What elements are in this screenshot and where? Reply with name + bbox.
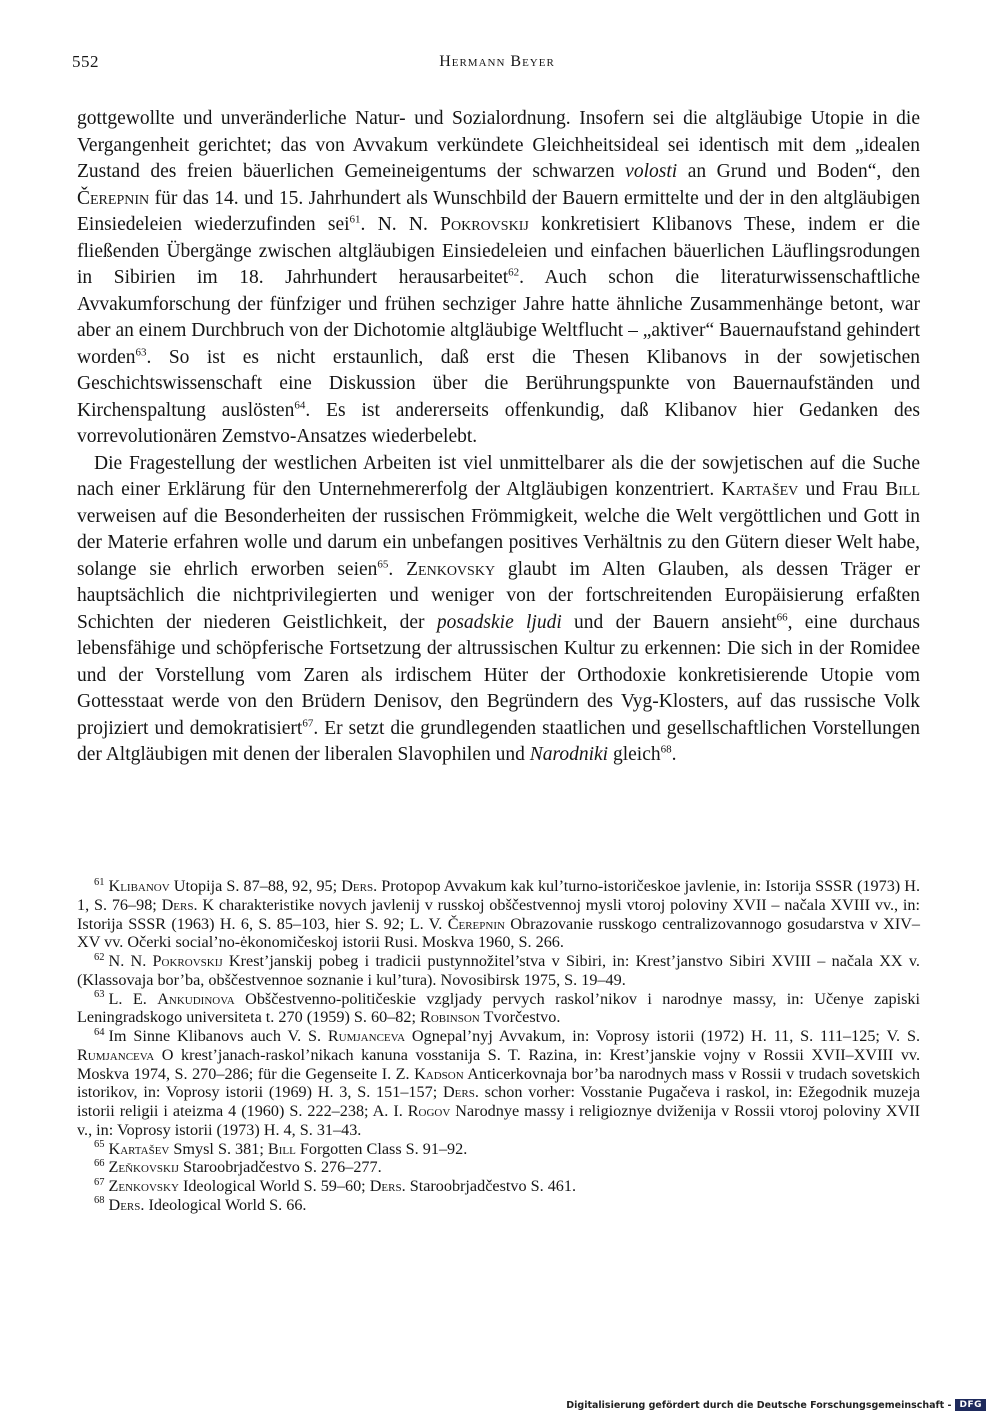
- footnote-text: Forgotten Class S. 91–92.: [295, 1139, 468, 1158]
- author-name: Kadson: [414, 1064, 464, 1083]
- text-run: gottgewollte und unveränderliche Natur- und Sozialordnung. Insofern sei die altgläubige Utopie in die Vergangenheit gerichtet; das von Avvakum verkündete Gleichheitsideal sei identisch mit dem „idealen Zustand des freien bäuerlichen Gemeineigentums der schwarzen: [77, 108, 920, 182]
- text-run: verweisen auf die Besonderheiten der russischen Frömmigkeit, welche die Welt vergöttlichen und Gott in der Materie erfahren wolle und darum ein unbefangen positives Verhältnis zu den Gütern dieser Welt habe, solange sie ehrlich erworben seien: [77, 505, 920, 580]
- footnote-number: 61: [94, 876, 105, 888]
- italic-term: Narodniki: [529, 744, 609, 765]
- text-run: für das 14. und 15. Jahrhundert als Wunschbild der Bauern ermittelte und der in den altgläubigen Einsiedeleien wiederzufinden sei: [77, 187, 920, 235]
- footnote: [77, 1027, 920, 1140]
- footnote-text: N. N.: [108, 952, 153, 970]
- text-run: und Frau: [798, 479, 886, 500]
- author-name: Kartašev: [721, 479, 799, 500]
- page-footer: [566, 1396, 986, 1414]
- author-name: Bill: [267, 1139, 296, 1158]
- footnote-text: Obrazovanie russkogo centralizovannogo gosudarstva v XIV–XV vv. Očerki social’no-ėkonomičeskoj istorii Rusi. Moskva 1960, S. 266.: [77, 914, 920, 952]
- author-name: Ders.: [341, 877, 378, 895]
- footnote-text: L. E.: [108, 989, 158, 1008]
- author-name: Ankudinova: [157, 989, 235, 1008]
- footnote: [77, 1196, 920, 1215]
- author-name: Čerepnin: [447, 914, 505, 933]
- footnote-text: Ideological World S. 66.: [144, 1195, 307, 1214]
- text-run: , eine durchaus lebensfähige und schöpferische Fortsetzung der altrussischen Kultur zu erkennen: Die sich in der Romidee und der Vorstellung vom Zaren als irdischem Hüter der Orthodoxie konkretisierende Utopie vom Gottesstaat werde von den Brüdern Denisov, den Begründern des Vyg-Klosters, auf das russische Volk projiziert und demokratisiert: [77, 611, 920, 739]
- footnote-text: Narodnye massy i religioznye dviženija v Rossii vtoroj poloviny XVII v., in: Voprosy istorii (1973) H. 4, S. 31–43.: [77, 1102, 920, 1139]
- running-head: Hermann Beyer: [439, 53, 555, 70]
- author-name: Zeňkovskij: [108, 1158, 179, 1177]
- author-name: Bill: [885, 479, 920, 500]
- body-text: [77, 106, 920, 769]
- footnote-reference: 61: [349, 213, 361, 226]
- author-name: Pokrovskij: [440, 214, 529, 235]
- footnote: [77, 877, 920, 952]
- footnote-reference: 67: [302, 717, 314, 729]
- text-run: . N. N.: [360, 214, 441, 235]
- text-run: Die Fragestellung der westlichen Arbeiten ist viel unmittelbarer als die der sowjetischen auf die Suche nach einer Erklärung für den Unternehmererfolg der Altgläubigen konzentriert.: [77, 452, 920, 500]
- page-number: 552: [72, 52, 99, 71]
- footnote-reference: 66: [776, 611, 788, 623]
- author-name: Čerepnin: [77, 187, 150, 209]
- footnote-reference: 68: [660, 743, 672, 756]
- text-run: .: [388, 558, 407, 580]
- author-name: Kartašev: [108, 1139, 170, 1158]
- author-name: Ders.: [369, 1177, 406, 1195]
- footnote-text: K charakteristike novych javlenij v russkoj obščestvennoj mysli vtoroj poloviny XVII – načala XVIII vv., in: Istorija SSSR (1963) H. 6, S. 85–103, hier S. 92; L. V.: [77, 895, 920, 933]
- footnote-number: 68: [94, 1195, 105, 1207]
- author-name: Klibanov: [108, 877, 170, 895]
- text-run: . Es ist andererseits offenkundig, daß Klibanov hier Gedanken des vorrevolutionären Zemstvo-Ansatzes wiederbelebt.: [77, 399, 920, 447]
- footnote-number: 62: [94, 951, 105, 963]
- author-name: Ders.: [108, 1195, 145, 1214]
- footnotes: [77, 877, 920, 1215]
- text-run: glaubt im Alten Glauben, als dessen Träger er hauptsächlich die nichtprivilegierten und weniger von der fortschreitenden Europäisierung erfaßten Schichten der niederen Geistlichkeit, der: [77, 558, 920, 633]
- italic-term: volosti: [625, 161, 678, 182]
- footnote-number: 67: [94, 1176, 105, 1188]
- footnote-text: Smysl S. 381;: [169, 1139, 268, 1158]
- footnote-text: Krest’janskij pobeg i tradicii pustynnožitel’stva v Sibiri, in: Krest’janstvo Sibiri XVIII – načala XX v. (Klassovaja bor’ba, obščestvennoe soznanie i kul’tura). Novosibirsk 1975, S. 19–49.: [77, 952, 920, 989]
- footnote-text: Ideological World S. 59–60;: [178, 1177, 370, 1195]
- footnote-text: Obščestvenno-političeskie vzgljady pervych raskol’nikov i narodnye massy, in: Učenye zapiski Leningradskogo universiteta t. 270 (1959) S. 60–82;: [77, 989, 920, 1027]
- text-run: konkretisiert Klibanovs These, indem er die fließenden Übergänge zwischen altgläubigen Einsiedeleien und einfachen bäuerlichen Läuflingsrodungen in Sibirien im 18. Jahrhundert herausarbeitet: [77, 214, 920, 288]
- paragraph: [77, 451, 920, 769]
- author-name: Rumjanceva: [327, 1027, 406, 1045]
- footnote-text: schon vorher: Vosstanie Pugačeva i raskol, in: Ežegodnik muzeja istorii religii i ateizma 4 (1960) S. 222–238; A. I.: [77, 1083, 920, 1120]
- author-name: Rumjanceva: [77, 1045, 155, 1064]
- footnote: [77, 1158, 920, 1177]
- footnote-text: Tvorčestvo.: [479, 1008, 561, 1027]
- text-run: . Auch schon die literaturwissenschaftliche Avvakumforschung der fünfziger und frühen sechziger Jahre hatte ähnliche Zusammenhänge betont, war aber an einem Durchbruch von der Dichotomie altgläubige Weltflucht – „aktiver“ Bauernaufstand gehindert worden: [77, 267, 920, 368]
- author-name: Robinson: [420, 1008, 480, 1027]
- text-run: . So ist es nicht erstaunlich, daß erst die Thesen Klibanovs in der sowjetischen Geschichtswissenschaft eine Diskussion über die Berührungspunkte von Bauernaufständen und Kirchenspaltung auslösten: [77, 346, 920, 421]
- footnote-reference: 64: [294, 399, 306, 411]
- footnote: [77, 952, 920, 990]
- dfg-logo: DFG: [955, 1399, 986, 1411]
- footnote-number: 63: [94, 989, 105, 1001]
- author-name: Ders.: [442, 1083, 479, 1102]
- footnote-reference: 62: [508, 266, 520, 279]
- author-name: Ders.: [161, 895, 198, 914]
- author-name: Zenkovsky: [406, 558, 496, 580]
- footnote-number: 66: [94, 1157, 105, 1169]
- footnote-number: 64: [94, 1026, 105, 1038]
- footnote-reference: 65: [377, 558, 389, 570]
- footnote-reference: 63: [135, 346, 147, 358]
- author-name: Rogov: [407, 1102, 451, 1120]
- text-run: .: [671, 744, 677, 765]
- footnote: [77, 990, 920, 1028]
- footnote-text: Ognepal’nyj Avvakum, in: Voprosy istorii (1972) H. 11, S. 111–125; V. S.: [405, 1027, 920, 1045]
- footnote-text: Protopop Avvakum kak kul’turno-istoričeskoe javlenie, in: Istorija SSSR (1973) H. 1, S. 76–98;: [77, 877, 920, 914]
- page-header: [72, 52, 922, 76]
- author-name: Zenkovsky: [108, 1177, 179, 1195]
- footer-credit: Digitalisierung gefördert durch die Deutsche Forschungsgemeinschaft -: [566, 1399, 952, 1411]
- text-run: und der Bauern ansieht: [561, 611, 777, 633]
- text-run: an Grund und Boden“, den: [677, 161, 921, 182]
- italic-term: posadskie ljudi: [436, 611, 562, 633]
- footnote: [77, 1140, 920, 1159]
- footnote-text: Utopija S. 87–88, 92, 95;: [169, 877, 342, 895]
- footnote-text: Im Sinne Klibanovs auch V. S.: [108, 1027, 328, 1045]
- author-name: Pokrovskij: [152, 952, 223, 970]
- footnote-text: Staroobrjadčestvo S. 276–277.: [178, 1158, 382, 1177]
- footnote-number: 65: [94, 1139, 105, 1151]
- footnote-text: Anticerkovnaja bor’ba narodnych mass v Rossii v trudach sovetskich istorikov, in: Voprosy istorii (1969) H. 3, S. 151–157;: [77, 1064, 921, 1102]
- text-run: . Er setzt die grundlegenden staatlichen und gesellschaftlichen Vorstellungen der Altgläubigen mit denen der liberalen Slavophilen und: [77, 717, 920, 765]
- footnote-text: Staroobrjadčestvo S. 461.: [405, 1177, 577, 1195]
- paragraph: [77, 106, 920, 451]
- footnote-text: O krest’janach-raskol’nikach kanuna vosstanija S. T. Razina, in: Krest’janskie vojny v Rossii XVII–XVIII vv. Moskva 1974, S. 270–286; für die Gegenseite I. Z.: [77, 1045, 920, 1083]
- text-run: gleich: [608, 744, 661, 765]
- footnote: [77, 1177, 920, 1196]
